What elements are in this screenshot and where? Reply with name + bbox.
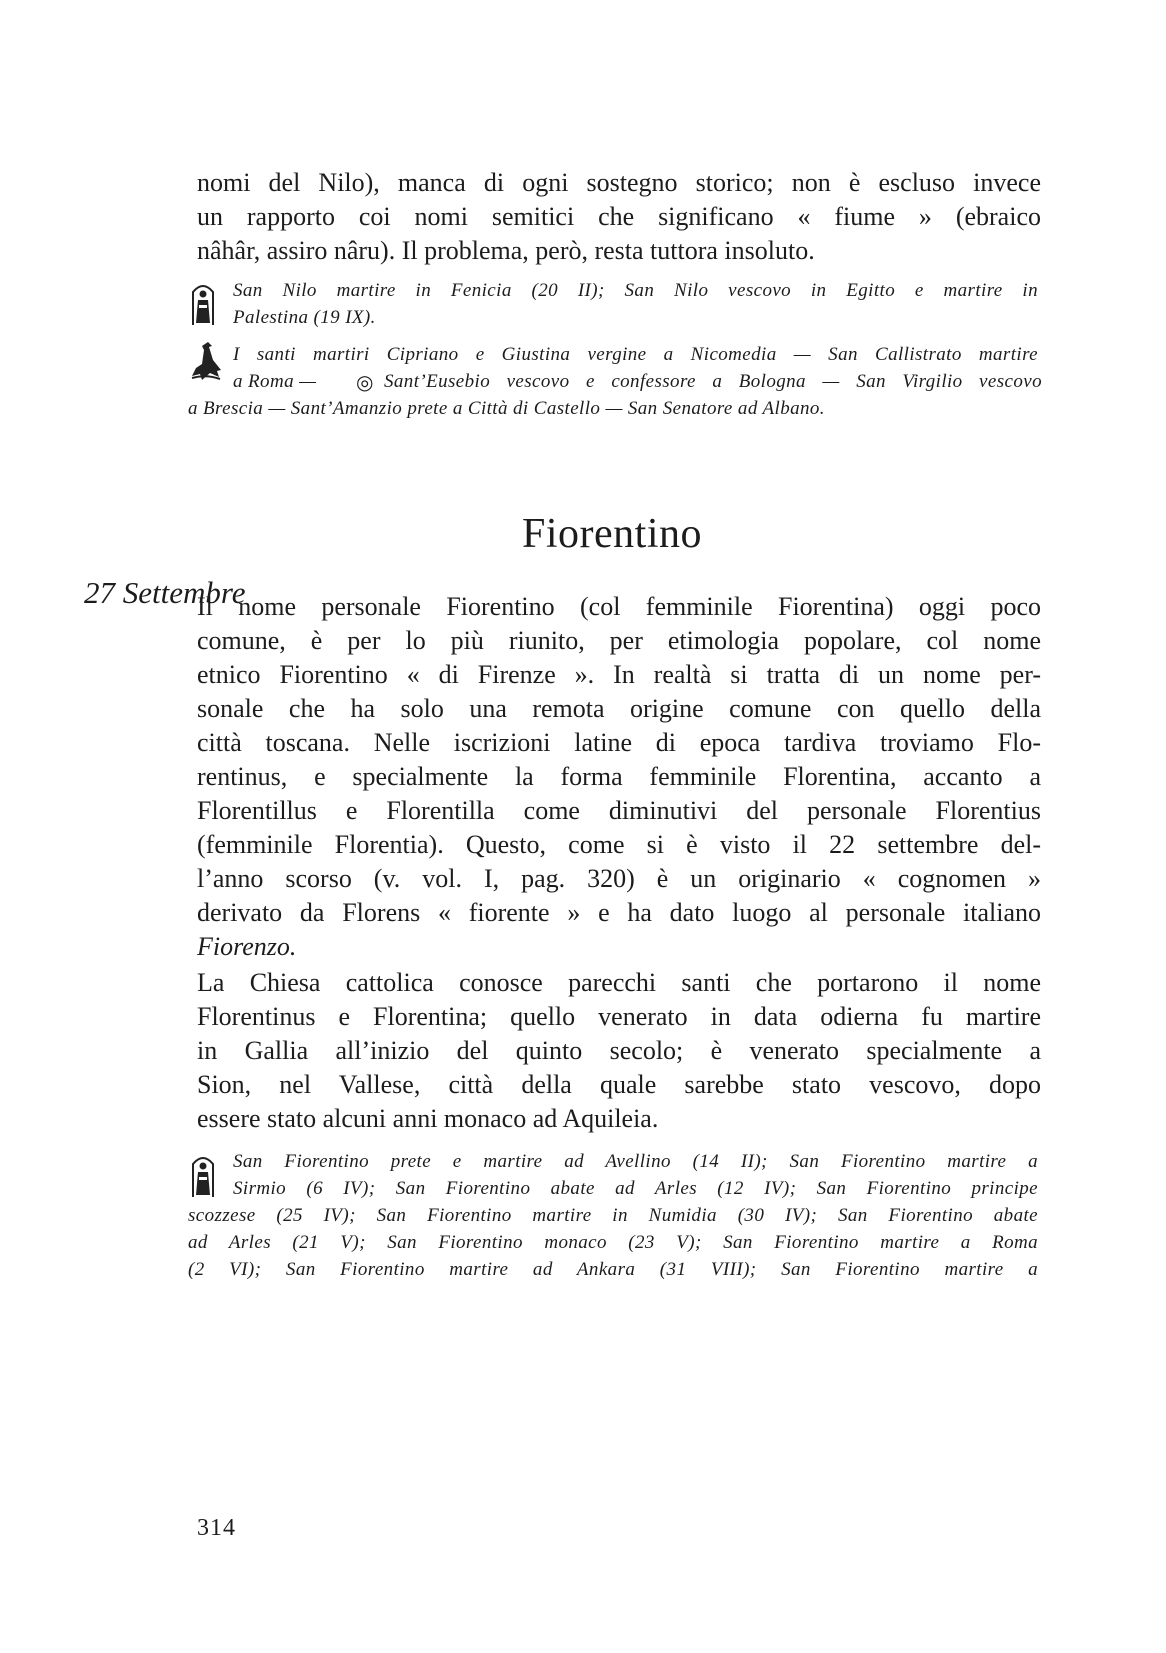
entry-date: 27 Settembre: [84, 575, 246, 610]
martyrology-line: a Roma —: [233, 371, 317, 392]
entry-title: Fiorentino: [522, 511, 702, 557]
body-line: un rapporto coi nomi semitici che significano « fiume » (ebraico: [197, 202, 1041, 231]
body-line: Il nome personale Fiorentino (col femminile Fiorentina) oggi poco: [197, 592, 1041, 621]
saints-note-line: (2 VI); San Fiorentino martire ad Ankara (31 VIII); San Fiorentino martire a: [188, 1259, 1038, 1280]
body-line: comune, è per lo più riunito, per etimologia popolare, col nome: [197, 626, 1041, 655]
eagle-icon: [188, 340, 224, 382]
body-line: (femminile Florentia). Questo, come si è visto il 22 settembre del-: [197, 830, 1041, 859]
body-line: Fiorenzo.: [197, 932, 297, 961]
saints-note-line: Sirmio (6 IV); San Fiorentino abate ad Arles (12 IV); San Fiorentino principe: [233, 1178, 1038, 1199]
memorial-marker: ◎: [356, 372, 374, 394]
body-line: etnico Fiorentino « di Firenze ». In realtà si tratta di un nome per-: [197, 660, 1041, 689]
body-line: città toscana. Nelle iscrizioni latine di epoca tardiva troviamo Flo-: [197, 728, 1041, 757]
saint-figure-icon: [190, 281, 216, 325]
martyrology-line: I santi martiri Cipriano e Giustina vergine a Nicomedia — San Callistrato martire: [233, 344, 1038, 365]
body-line: La Chiesa cattolica conosce parecchi santi che portarono il nome: [197, 968, 1041, 997]
body-line: Florentillus e Florentilla come diminutivi del personale Florentius: [197, 796, 1041, 825]
saints-note-line: San Fiorentino prete e martire ad Avellino (14 II); San Fiorentino martire a: [233, 1151, 1038, 1172]
body-line: l’anno scorso (v. vol. I, pag. 320) è un originario « cognomen »: [197, 864, 1041, 893]
saints-note-line: San Nilo martire in Fenicia (20 II); San Nilo vescovo in Egitto e martire in: [233, 280, 1038, 301]
body-line: essere stato alcuni anni monaco ad Aquileia.: [197, 1104, 659, 1133]
body-line: in Gallia all’inizio del quinto secolo; è venerato specialmente a: [197, 1036, 1041, 1065]
saints-note-line: Palestina (19 IX).: [233, 307, 376, 328]
body-line: rentinus, e specialmente la forma femminile Florentina, accanto a: [197, 762, 1041, 791]
body-line: sonale che ha solo una remota origine comune con quello della: [197, 694, 1041, 723]
body-line: Florentinus e Florentina; quello venerato in data odierna fu martire: [197, 1002, 1041, 1031]
martyrology-line: a Brescia — Sant’Amanzio prete a Città di Castello — San Senatore ad Albano.: [188, 398, 825, 419]
saints-note-line: ad Arles (21 V); San Fiorentino monaco (23 V); San Fiorentino martire a Roma: [188, 1232, 1038, 1253]
page-number: 314: [197, 1515, 236, 1541]
body-line: Sion, nel Vallese, città della quale sarebbe stato vescovo, dopo: [197, 1070, 1041, 1099]
martyrology-line: Sant’Eusebio vescovo e confessore a Bologna — San Virgilio vescovo: [384, 371, 1042, 392]
body-line: derivato da Florens « fiorente » e ha dato luogo al personale italiano: [197, 898, 1041, 927]
body-line: nâhâr, assiro nâru). Il problema, però, resta tuttora insoluto.: [197, 236, 815, 265]
saint-figure-icon: [190, 1153, 216, 1197]
saints-note-line: scozzese (25 IV); San Fiorentino martire in Numidia (30 IV); San Fiorentino abate: [188, 1205, 1038, 1226]
body-line: nomi del Nilo), manca di ogni sostegno storico; non è escluso invece: [197, 168, 1041, 197]
